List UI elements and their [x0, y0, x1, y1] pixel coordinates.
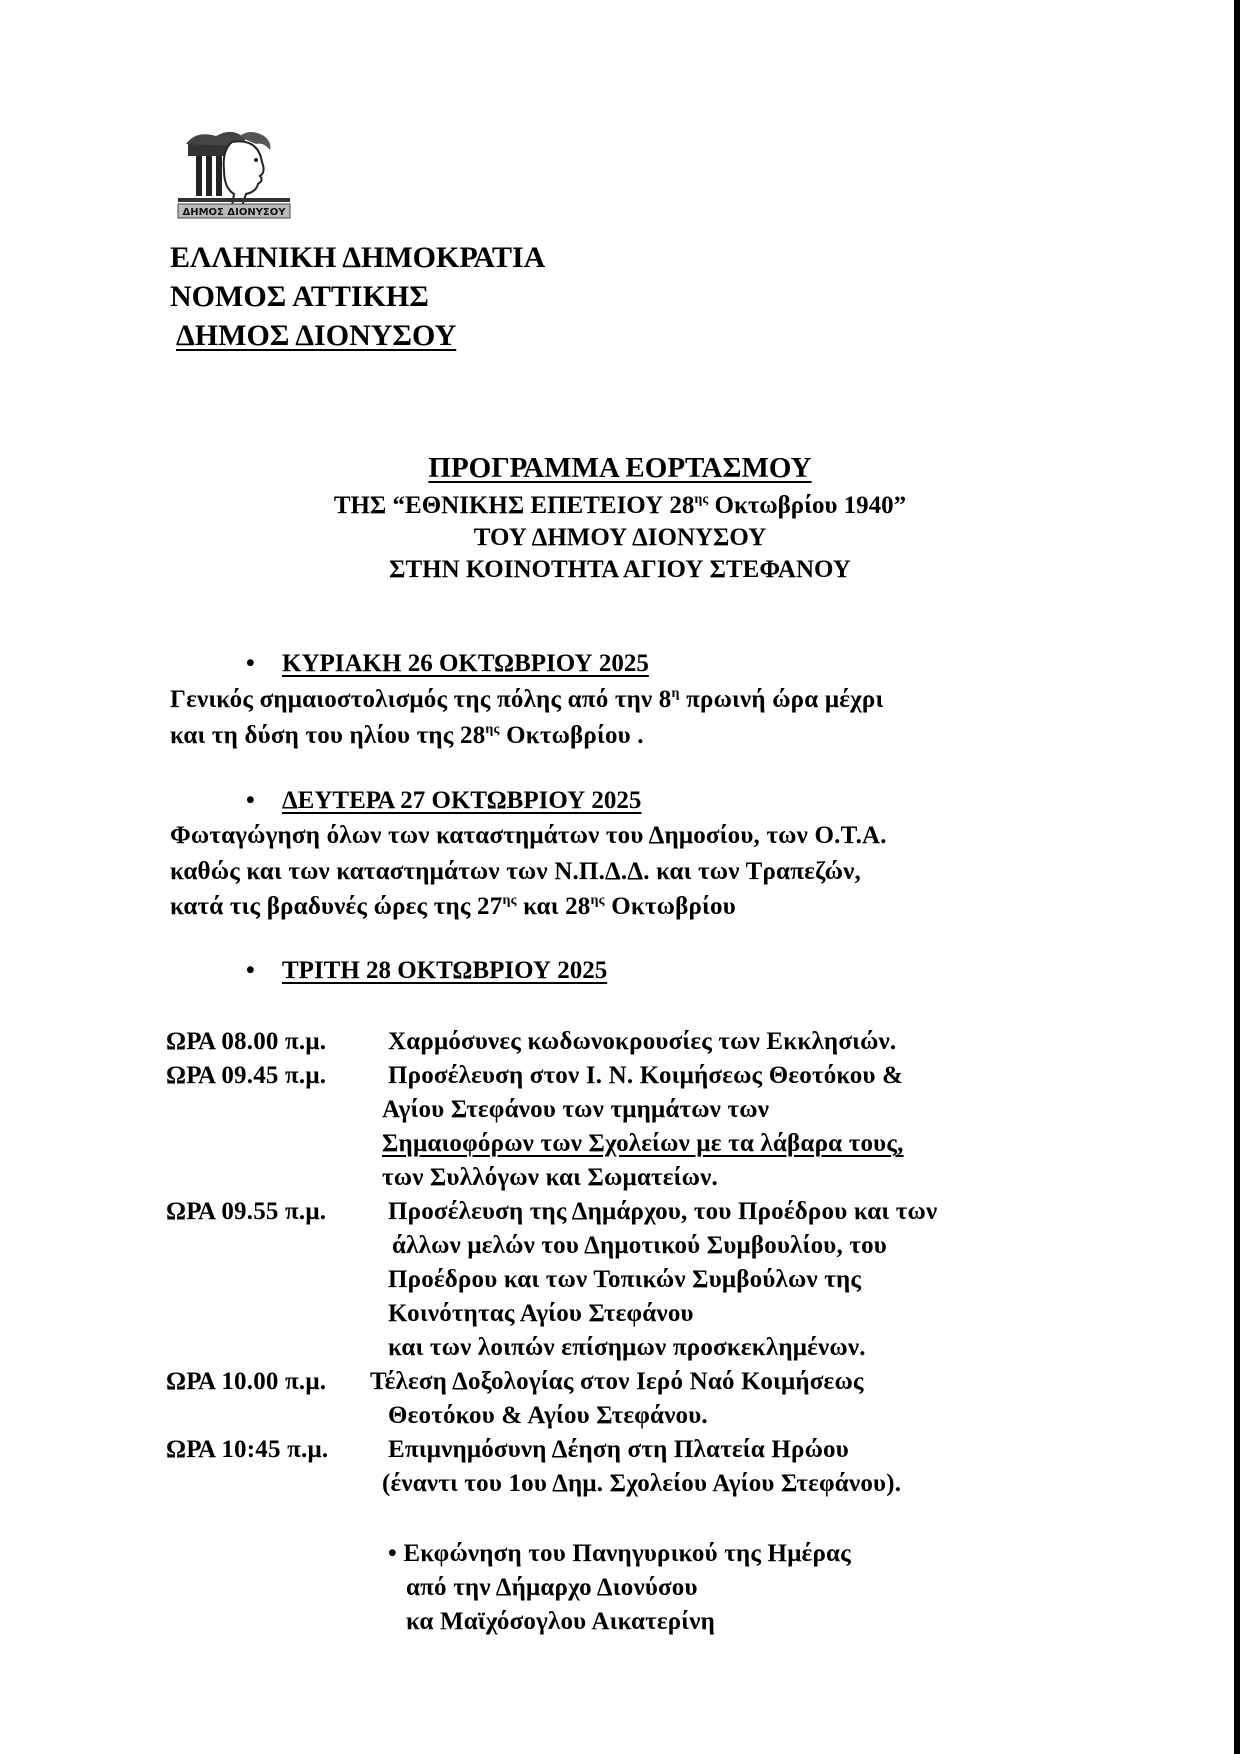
schedule-desc: των Συλλόγων και Σωματείων. [382, 1164, 718, 1191]
document-title: ΠΡΟΓΡΑΜΜΑ ΕΟΡΤΑΣΜΟΥ [428, 452, 812, 484]
svg-text:ΔΗΜΟΣ ΔΙΟΝΥΣΟΥ: ΔΗΜΟΣ ΔΙΟΝΥΣΟΥ [182, 207, 286, 218]
schedule-time: ΩΡΑ 10:45 π.μ. [166, 1436, 329, 1463]
municipality-logo [172, 126, 296, 226]
day-heading-monday: • ΔΕΥΤΕΡΑ 27 ΟΚΤΩΒΡΙΟΥ 2025 [246, 787, 641, 815]
header-prefecture: ΝΟΜΟΣ ΑΤΤΙΚΗΣ [170, 280, 429, 313]
dionysus-head-icon [172, 126, 296, 226]
header-municipality: ΔΗΜΟΣ ΔΙΟΝΥΣΟΥ [176, 319, 457, 352]
monday-text-line: κατά τις βραδυνές ώρες της $27^{\eta\varsigma}$ και $28^{\eta\varsigma}$ Οκτωβρίου [170, 893, 736, 920]
schedule-time: ΩΡΑ 10.00 π.μ. [166, 1368, 327, 1395]
schedule-desc: Αγίου Στεφάνου των τμημάτων των [382, 1096, 770, 1123]
schedule-desc: Τέλεση Δοξολογίας στον Ιερό Ναό Κοιμήσεως [370, 1368, 864, 1395]
schedule-time: ΩΡΑ 09.55 π.μ. [166, 1198, 327, 1225]
header-country: ΕΛΛΗΝΙΚΗ ΔΗΜΟΚΡΑΤΙΑ [170, 241, 546, 274]
schedule-desc: και των λοιπών επίσημων προσκεκλημένων. [388, 1334, 866, 1361]
monday-text-line: καθώς και των καταστημάτων των Ν.Π.Δ.Δ. και των Τραπεζών, [170, 858, 861, 885]
schedule-desc: Σημαιοφόρων των Σχολείων με τα λάβαρα τους, [382, 1130, 904, 1157]
speech-speaker: κα Μαϊχόσογλου Αικατερίνη [406, 1608, 716, 1635]
schedule-time: ΩΡΑ 09.45 π.μ. [166, 1062, 327, 1089]
schedule-desc: άλλων μελών του Δημοτικού Συμβουλίου, του [392, 1232, 887, 1259]
schedule-desc: Προσέλευση στον Ι. Ν. Κοιμήσεως Θεοτόκου & [388, 1062, 904, 1089]
schedule-desc: Προσέλευση της Δημάρχου, του Προέδρου και των [388, 1198, 938, 1225]
schedule-desc: Προέδρου και των Τοπικών Συμβούλων της [388, 1266, 862, 1293]
sunday-text-line: Γενικός σημαιοστολισμός της πόλης από την $8^\eta$ πρωινή ώρα μέχρι [170, 686, 884, 713]
sunday-text-line: και τη δύση του ηλίου της $28^{\eta\varsigma}$ Οκτωβρίου . [170, 722, 644, 749]
schedule-time: ΩΡΑ 08.00 π.μ. [166, 1028, 327, 1055]
scan-border [1234, 0, 1240, 1754]
day-heading-tuesday: • ΤΡΙΤΗ 28 ΟΚΤΩΒΡΙΟΥ 2025 [246, 957, 607, 985]
day-heading-sunday: • ΚΥΡΙΑΚΗ 26 ΟΚΤΩΒΡΙΟΥ 2025 [246, 650, 649, 678]
schedule-desc: Κοινότητας Αγίου Στεφάνου [388, 1300, 694, 1327]
title-municipality: ΤΟΥ ΔΗΜΟΥ ΔΙΟΝΥΣΟΥ [473, 524, 767, 551]
monday-text-line: Φωταγώγηση όλων των καταστημάτων του Δημοσίου, των Ο.Τ.Α. [170, 822, 887, 849]
schedule-desc: (έναντι του 1ου Δημ. Σχολείου Αγίου Στεφάνου). [382, 1470, 902, 1497]
title-anniversary: ΤΗΣ “ΕΘΝΙΚΗΣ ΕΠΕΤΕΙΟΥ $28^{\eta\varsigma}$ Οκτωβρίου 1940” [333, 492, 907, 519]
bullet-icon: • [388, 1540, 404, 1567]
schedule-desc: Θεοτόκου & Αγίου Στεφάνου. [388, 1402, 708, 1429]
speech-line: από την Δήμαρχο Διονύσου [406, 1574, 698, 1601]
schedule-desc: Χαρμόσυνες κωδωνοκρουσίες των Εκκλησιών. [388, 1028, 897, 1055]
title-community: ΣΤΗΝ ΚΟΙΝΟΤΗΤΑ ΑΓΙΟΥ ΣΤΕΦΑΝΟΥ [389, 556, 851, 583]
schedule-desc: Επιμνημόσυνη Δέηση στη Πλατεία Ηρώου [388, 1436, 849, 1463]
speech-line: • Εκφώνηση του Πανηγυρικού της Ημέρας [388, 1540, 851, 1567]
